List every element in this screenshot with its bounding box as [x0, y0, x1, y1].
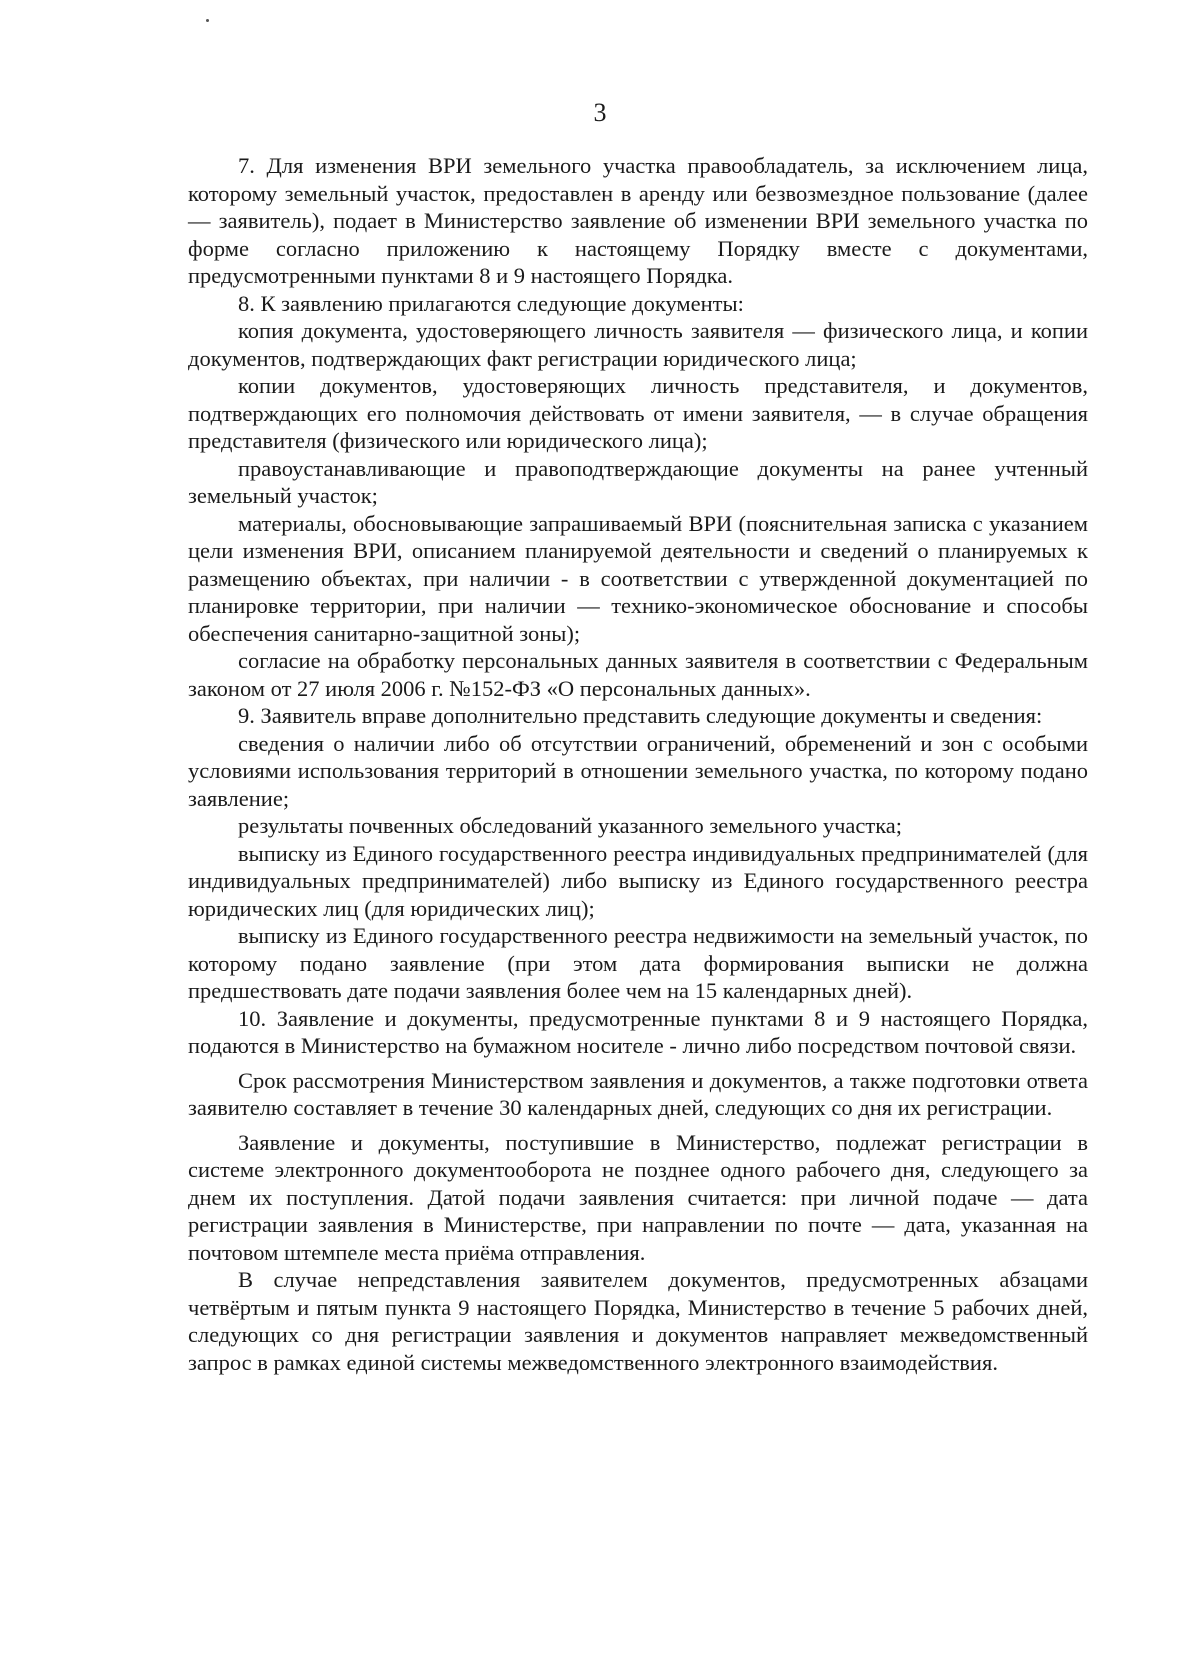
paragraph: Заявление и документы, поступившие в Министерство, подлежат регистрации в системе электронного документооборота не позднее одного рабочего дня, следующего за днем их поступления. Датой подачи заявления считается: при личной подаче — дата регистрации заявления в Министерстве, при направлении по почте — дата, указанная на почтовом штемпеле места приёма отправления.: [188, 1129, 1088, 1265]
paragraph: 9. Заявитель вправе дополнительно представить следующие документы и сведения:: [238, 703, 1043, 728]
paragraph: согласие на обработку персональных данных заявителя в соответствии с Федеральным законом от 27 июля 2006 г. №152-ФЗ «О персональных данных».: [188, 648, 1088, 701]
paragraph: 8. К заявлению прилагаются следующие документы:: [238, 290, 744, 316]
paragraph: 10. Заявление и документы, предусмотренные пунктами 8 и 9 настоящего Порядка, подаются в Министерство на бумажном носителе - лично либо посредством почтовой связи.: [188, 1005, 1088, 1058]
paragraph: сведения о наличии либо об отсутствии ограничений, обременений и зон с особыми условиями использования территорий в отношении земельного участка, по которому подано заявление;: [188, 730, 1088, 811]
paragraph: материалы, обосновывающие запрашиваемый ВРИ (пояснительная записка с указанием цели изменения ВРИ, описанием планируемой деятельности и сведений о планируемых к размещению объектах, при наличии - в соответствии с утвержденной документацией по планировке территории, при наличии — технико-экономическое обоснование и способы обеспечения санитарно-защитной зоны);: [188, 510, 1088, 646]
paragraph: копии документов, удостоверяющих личность представителя, и документов, подтверждающих его полномочия действовать от имени заявителя, — в случае обращения представителя (физического или юридического лица);: [188, 373, 1088, 453]
paragraph: правоустанавливающие и правоподтверждающие документы на ранее учтенный земельный участок;: [188, 455, 1088, 508]
paragraph: копия документа, удостоверяющего личность заявителя — физического лица, и копии документов, подтверждающих факт регистрации юридического лица;: [188, 318, 1088, 371]
paragraph: результаты почвенных обследований указанного земельного участка;: [238, 813, 903, 838]
scan-speck: [206, 19, 209, 22]
paragraph: выписку из Единого государственного реестра недвижимости на земельный участок, по которому подано заявление (при этом дата формирования выписки не должна предшествовать дате подачи заявления более чем на 15 календарных дней).: [188, 923, 1088, 1003]
document-body: [188, 152, 1088, 1376]
paragraph: Срок рассмотрения Министерством заявления и документов, а также подготовки ответа заявителю составляет в течение 30 календарных дней, следующих со дня их регистрации.: [188, 1067, 1088, 1120]
page-number: 3: [593, 98, 607, 127]
paragraph: 7. Для изменения ВРИ земельного участка правообладатель, за исключением лица, которому земельный участок, предоставлен в аренду или безвозмездное пользование (далее — заявитель), подает в Министерство заявление об изменении ВРИ земельного участка по форме согласно приложению к настоящему Порядку вместе с документами, предусмотренными пунктами 8 и 9 настоящего Порядка.: [188, 153, 1088, 288]
paragraph: выписку из Единого государственного реестра индивидуальных предпринимателей (для индивидуальных предпринимателей) либо выписку из Единого государственного реестра юридических лиц (для юридических лиц);: [188, 840, 1088, 921]
paragraph: В случае непредставления заявителем документов, предусмотренных абзацами четвёртым и пятым пункта 9 настоящего Порядка, Министерство в течение 5 рабочих дней, следующих со дня регистрации заявления и документов направляет межведомственный запрос в рамках единой системы межведомственного электронного взаимодействия.: [188, 1267, 1088, 1375]
